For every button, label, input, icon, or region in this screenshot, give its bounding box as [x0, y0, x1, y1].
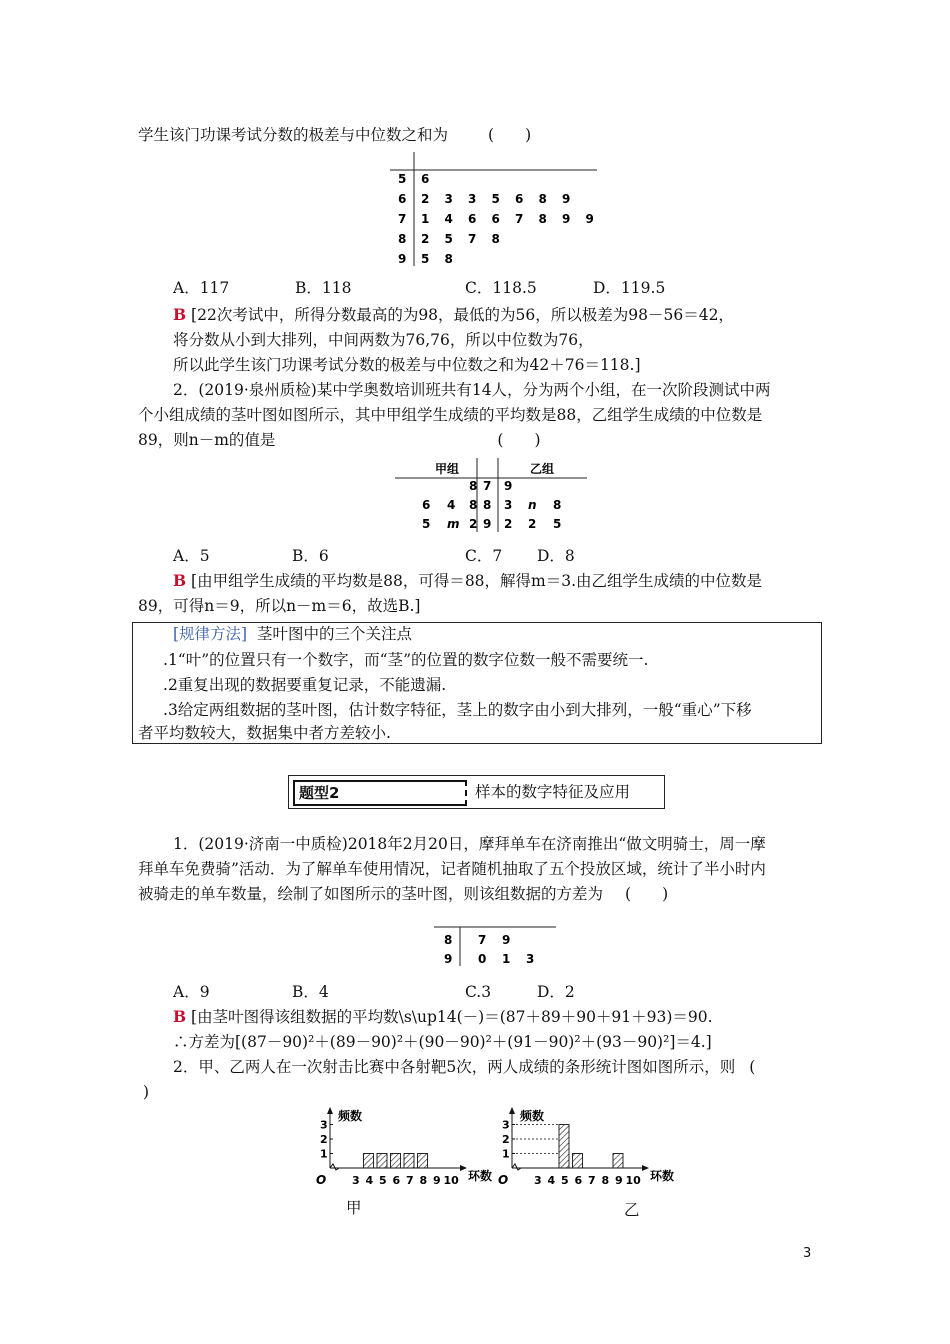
y-tick-label: 2	[320, 1133, 328, 1146]
double-sl-left-leaf: 8	[469, 479, 478, 493]
x-tick-label: 7	[406, 1174, 414, 1187]
stem-leaf-1-leaf: 1	[421, 212, 430, 226]
q1b-explain-1	[173, 1007, 713, 1027]
q0-options	[173, 278, 229, 298]
tips-item-3	[163, 700, 752, 720]
double-sl-right-leaf: 8	[553, 498, 562, 512]
double-stem-leaf-plot	[395, 456, 590, 534]
stem-leaf-1-leaf: 2	[421, 232, 430, 246]
bar	[573, 1154, 583, 1169]
x-tick-label: 3	[352, 1174, 360, 1187]
stem-leaf-plot-1	[390, 150, 600, 268]
double-sl-left-leaf: 4	[447, 498, 456, 512]
x-axis-arrow	[642, 1165, 649, 1171]
stem-leaf-3-rows	[444, 933, 534, 966]
double-sl-stem: 8	[483, 498, 492, 512]
q1b-explain-2: ∴方差为[(87－90)²＋(89－90)²＋(90－90)²＋(91－90)²＋(93－90)²]＝4.]	[173, 1033, 712, 1051]
page-number: 3	[803, 1246, 812, 1261]
x-tick-label: 9	[433, 1174, 441, 1187]
stem-leaf-1-leaf: 6	[491, 212, 500, 226]
stem-leaf-1-leaf: 8	[444, 252, 453, 266]
q0-option-c: C．118.5	[465, 279, 537, 297]
origin-label: O	[498, 1173, 509, 1187]
x-tick-label: 3	[534, 1174, 542, 1187]
stem-leaf-1-leaf: 9	[562, 192, 571, 206]
double-sl-stem: 9	[483, 517, 492, 531]
q2a-explain-1	[173, 571, 762, 591]
q1b-line-2: 拜单车免费骑”活动．为了解单车使用情况，记者随机抽取了五个投放区域，统计了半小时内	[138, 860, 766, 878]
y-tick-label: 3	[320, 1118, 328, 1132]
y-tick-label: 1	[320, 1147, 328, 1161]
q2b-paren-open: (	[749, 1058, 756, 1076]
double-sl-rows	[422, 479, 561, 531]
stem-leaf-3-stem: 8	[444, 933, 453, 947]
stem-leaf-1-leaf: 8	[491, 232, 500, 246]
tips-title: 茎叶图中的三个关注点	[256, 625, 412, 643]
y-tick-label: 3	[502, 1118, 510, 1132]
q2a-line-3-text: 89，则n－m的值是	[138, 431, 276, 449]
bar	[404, 1154, 414, 1169]
bar	[391, 1154, 401, 1169]
x-tick-label: 5	[561, 1174, 569, 1187]
tips-item-3-cont: 者平均数较大，数据集中者方差较小.	[138, 724, 391, 742]
stem-leaf-1-stem: 7	[398, 212, 407, 226]
tips-dot-2: .	[163, 676, 168, 694]
y-axis-label: 频数	[338, 1109, 363, 1123]
q0-answer: B	[173, 305, 187, 324]
tips-header	[173, 624, 412, 644]
stem-leaf-1-leaf: 6	[421, 172, 430, 186]
axis-break	[512, 1164, 521, 1170]
stem-leaf-3-leaf: 7	[478, 933, 487, 947]
q1b-line-3	[138, 884, 668, 904]
q1b-paren: ( )	[625, 885, 669, 903]
bar	[559, 1125, 569, 1169]
q2a-option-b: B．6	[292, 547, 329, 565]
q1b-option-d: D．2	[537, 983, 575, 1001]
q0-text: 学生该门功课考试分数的极差与中位数之和为	[138, 126, 449, 144]
q2a-explain-2: 89，可得n＝9，所以n－m＝6，故选B.]	[138, 597, 421, 615]
stem-leaf-1-leaf: 6	[468, 212, 477, 226]
tips-dot-3: .	[163, 701, 168, 719]
stem-leaf-1-leaf: 8	[538, 192, 547, 206]
stem-leaf-1-leaf: 4	[444, 212, 453, 226]
stem-leaf-1-leaf: 5	[444, 232, 453, 246]
x-tick-label: 6	[392, 1174, 401, 1187]
x-tick-label: 4	[547, 1174, 556, 1187]
tips-tag: [规律方法]	[173, 625, 248, 643]
bar	[418, 1154, 428, 1169]
y-axis-arrow	[327, 1107, 333, 1114]
q0-paren: ( )	[488, 126, 532, 144]
x-axis-arrow	[460, 1165, 467, 1171]
q0-explain-1	[173, 305, 734, 325]
q1b-answer: B	[173, 1007, 187, 1026]
stem-leaf-1-leaf: 8	[538, 212, 547, 226]
q1b-line-1: 1．(2019·济南一中质检)2018年2月20日，摩拜单车在济南推出“做文明骑士，周一摩	[173, 835, 766, 853]
y-tick-label: 2	[502, 1133, 510, 1146]
tips-item-1-text: 1“叶”的位置只有一个数字，而“茎”的位置的数字位数一般不需要统一.	[167, 651, 649, 669]
bar-chart-yi	[492, 1106, 677, 1188]
q1b-explain-text-1: [由茎叶图得该组数据的平均数\s\up14(－)＝(87＋89＋90＋91＋93)＝90.	[191, 1008, 713, 1026]
y-axis-arrow	[509, 1107, 515, 1114]
tips-item-1	[163, 650, 648, 670]
q2b-paren-close: )	[143, 1083, 150, 1101]
q2a-paren: ( )	[497, 431, 541, 449]
stem-leaf-1-leaf: 9	[562, 212, 571, 226]
x-tick-label: 5	[379, 1174, 387, 1187]
x-tick-label: 10	[625, 1174, 641, 1187]
x-tick-label: 9	[615, 1174, 623, 1187]
q2b-line-1-text: 2．甲、乙两人在一次射击比赛中各射靶5次，两人成绩的条形统计图如图所示，则	[173, 1058, 736, 1076]
bar	[613, 1154, 623, 1169]
q2a-answer: B	[173, 571, 187, 590]
q0-explain-3: 所以此学生该门功课考试分数的极差与中位数之和为42＋76＝118.]	[173, 356, 641, 374]
x-tick-label: 6	[574, 1174, 583, 1187]
q2b-line-1	[173, 1057, 755, 1077]
q0-option-b: B．118	[295, 279, 352, 297]
q2a-option-c: C．7	[465, 547, 503, 565]
stem-leaf-1-stem: 5	[398, 172, 407, 186]
section-title: 样本的数字特征及应用	[475, 783, 631, 801]
double-sl-left-leaf: 2	[469, 517, 478, 531]
chart-yi-caption: 乙	[624, 1201, 640, 1219]
double-sl-right-leaf: 2	[528, 517, 537, 531]
stem-leaf-1-leaf: 2	[421, 192, 430, 206]
stem-leaf-1-stem: 9	[398, 252, 407, 266]
stem-leaf-1-leaf: 5	[491, 192, 500, 206]
double-sl-head-right: 乙组	[530, 462, 555, 476]
stem-leaf-1-stem: 8	[398, 232, 407, 246]
stem-leaf-3-stem: 9	[444, 952, 453, 966]
stem-leaf-1-leaf: 5	[421, 252, 430, 266]
q1b-option-c: C.3	[465, 983, 492, 1001]
x-tick-label: 4	[365, 1174, 374, 1187]
stem-leaf-3-leaf: 9	[502, 933, 511, 947]
stem-leaf-3-leaf: 1	[502, 952, 511, 966]
stem-leaf-1-rows	[398, 172, 594, 266]
double-sl-right-leaf: 2	[504, 517, 513, 531]
q1b-option-b: B．4	[292, 983, 329, 1001]
q0-stem	[138, 125, 531, 145]
stem-leaf-1-leaf: 3	[444, 192, 453, 206]
y-axis-label: 频数	[520, 1109, 545, 1123]
axis-break	[330, 1164, 339, 1170]
double-sl-right-leaf: 5	[553, 517, 562, 531]
stem-leaf-1-leaf: 3	[468, 192, 477, 206]
bar	[377, 1154, 387, 1169]
q1b-option-a: A．9	[173, 983, 210, 1001]
stem-leaf-1-stem: 6	[398, 192, 407, 206]
double-sl-head-left: 甲组	[435, 462, 460, 476]
x-tick-label: 7	[588, 1174, 596, 1187]
double-sl-left-leaf: m	[447, 517, 460, 531]
double-sl-left-leaf: 5	[422, 517, 431, 531]
q2a-explain-text-1: [由甲组学生成绩的平均数是88，可得＝88，解得m＝3.由乙组学生成绩的中位数是	[191, 572, 763, 590]
origin-label: O	[316, 1173, 327, 1187]
double-sl-right-leaf: n	[528, 498, 537, 512]
x-tick-label: 8	[601, 1174, 610, 1187]
section-label: 题型2	[293, 780, 467, 806]
tips-item-2	[163, 675, 446, 695]
stem-leaf-1-leaf: 6	[515, 192, 524, 206]
stem-leaf-plot-3	[434, 924, 559, 968]
y-tick-label: 1	[502, 1147, 510, 1161]
stem-leaf-1-leaf: 7	[515, 212, 524, 226]
bar-chart-jia	[310, 1106, 495, 1188]
x-axis-label: 环数	[650, 1169, 675, 1183]
double-sl-right-leaf: 3	[504, 498, 513, 512]
q0-explain-text-1: [22次考试中，所得分数最高的为98，最低的为56，所以极差为98－56＝42，	[191, 306, 734, 324]
q2a-line-1: 2．(2019·泉州质检)某中学奥数培训班共有14人，分为两个小组，在一次阶段测试中两	[173, 381, 771, 399]
stem-leaf-3-leaf: 0	[478, 952, 487, 966]
double-sl-left-leaf: 6	[422, 498, 431, 512]
bar	[364, 1154, 374, 1169]
tips-item-3-text: 3给定两组数据的茎叶图，估计数字特征，茎上的数字由小到大排列，一般“重心”下移	[167, 701, 752, 719]
q1b-line-3-text: 被骑走的单车数量，绘制了如图所示的茎叶图，则该组数据的方差为	[138, 885, 604, 903]
q0-option-a: A．117	[173, 279, 230, 297]
q2a-option-d: D．8	[537, 547, 575, 565]
x-tick-label: 8	[419, 1174, 428, 1187]
double-sl-stem: 7	[483, 479, 492, 493]
tips-dot-1: .	[163, 651, 168, 669]
q2a-line-3	[138, 430, 541, 450]
x-axis-label: 环数	[468, 1169, 493, 1183]
q2a-line-2: 个小组成绩的茎叶图如图所示，其中甲组学生成绩的平均数是88，乙组学生成绩的中位数是	[138, 406, 763, 424]
q2a-option-a: A．5	[173, 547, 210, 565]
section-tag	[288, 775, 665, 809]
double-sl-right-leaf: 9	[504, 479, 513, 493]
stem-leaf-3-leaf: 3	[526, 952, 535, 966]
q0-option-d: D．119.5	[593, 279, 666, 297]
chart-jia-caption: 甲	[346, 1199, 362, 1217]
double-sl-left-leaf: 8	[469, 498, 478, 512]
stem-leaf-1-leaf: 7	[468, 232, 477, 246]
x-tick-label: 10	[443, 1174, 459, 1187]
q0-explain-2: 将分数从小到大排列，中间两数为76,76，所以中位数为76，	[173, 331, 594, 349]
tips-item-2-text: 2重复出现的数据要重复记录，不能遗漏.	[167, 676, 447, 694]
stem-leaf-1-leaf: 9	[585, 212, 594, 226]
